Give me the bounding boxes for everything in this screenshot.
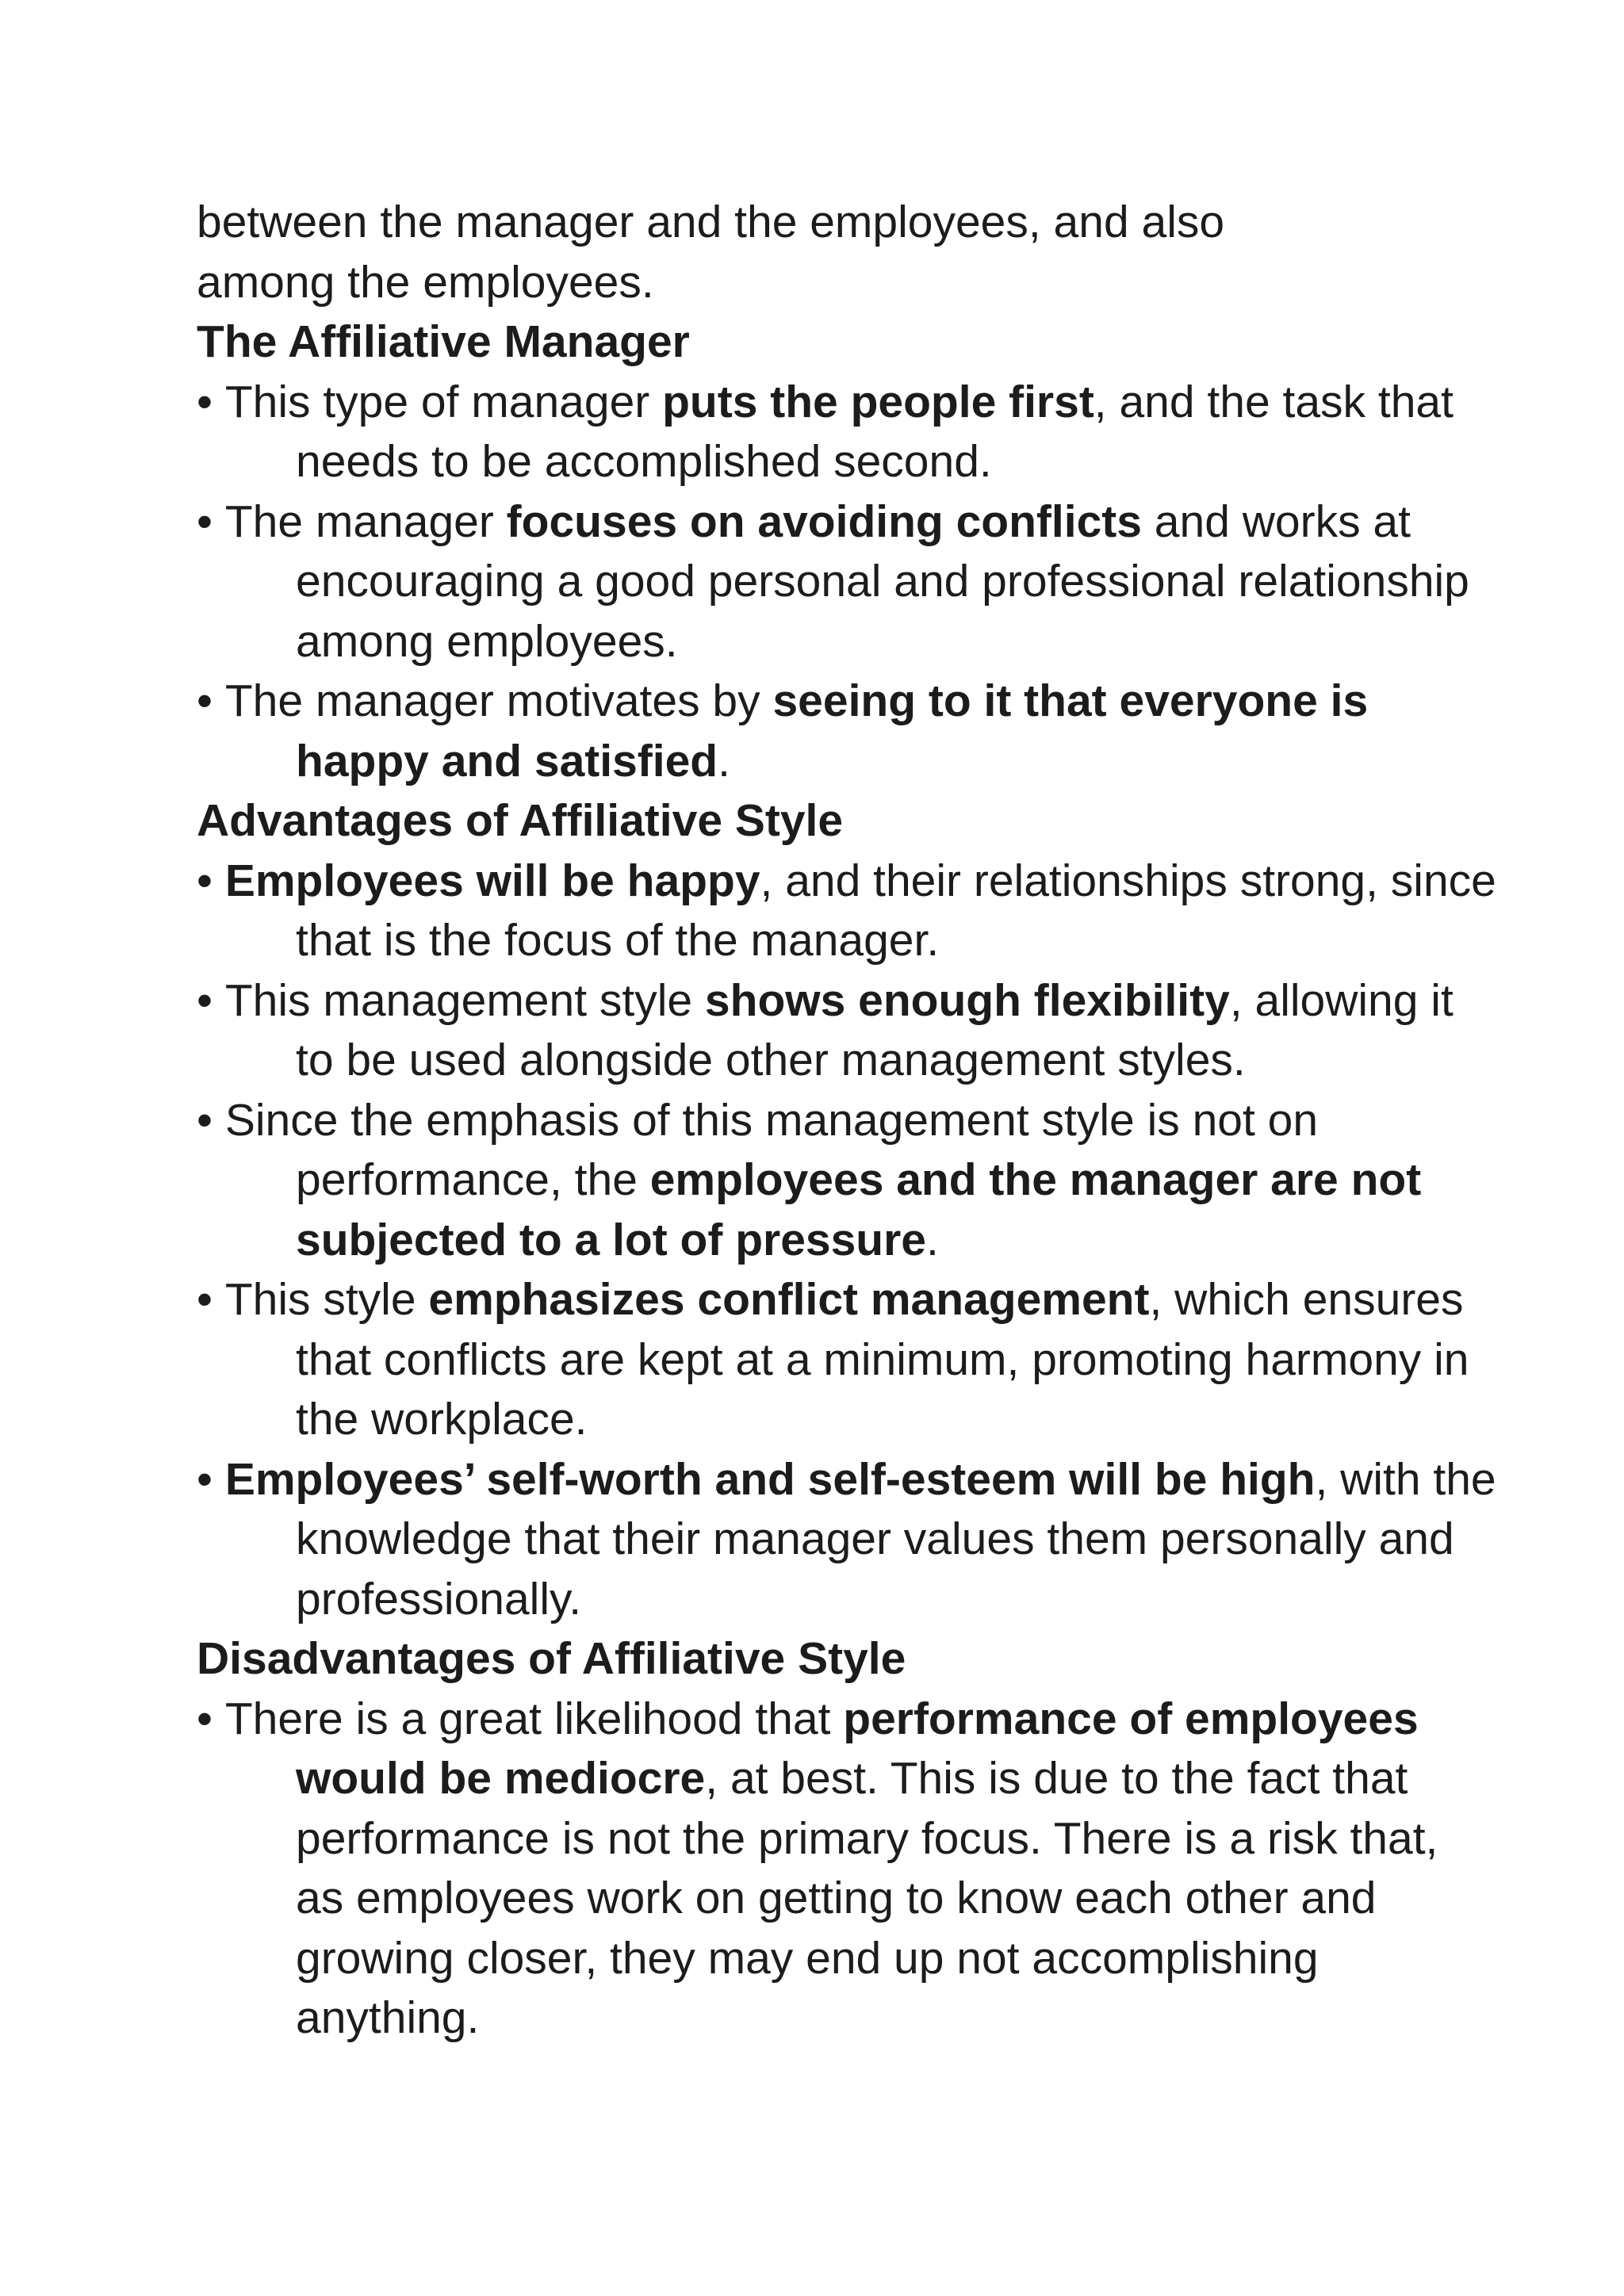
bullet-item: [197, 1270, 1497, 1450]
bullet-text: , at best. This is due to the fact that performance is not the primary focus. There is a risk that, as employees work on getting to know each other and growing closer, they may end up not accomplishing anything.: [296, 1753, 1438, 2043]
bullet-emphasis: focuses on avoiding conflicts: [506, 496, 1142, 547]
section-heading-disadvantages: Disadvantages of Affiliative Style: [197, 1633, 906, 1684]
bullet-mark: •: [197, 974, 213, 1026]
bullet-text: This management style: [224, 974, 705, 1026]
bullet-item: [197, 492, 1497, 672]
bullet-item: [197, 971, 1497, 1091]
bullet-text: The manager: [224, 496, 507, 547]
bullet-emphasis: emphasizes conflict management: [428, 1274, 1150, 1325]
bullet-mark: •: [197, 376, 213, 427]
bullet-mark: •: [197, 675, 213, 726]
bullet-text: The manager motivates by: [224, 675, 773, 726]
bullet-emphasis: performance of employees would be mediocre: [296, 1693, 1419, 1804]
bullet-emphasis: puts the people first: [662, 376, 1094, 427]
bullet-mark: •: [197, 855, 213, 906]
bullet-text: .: [926, 1214, 939, 1265]
intro-line-2: among the employees.: [197, 256, 654, 308]
bullet-text: , and their relationships strong, since that is the focus of the manager.: [296, 855, 1496, 966]
intro-line-1: between the manager and the employees, and also: [197, 197, 1225, 247]
bullet-text: , and the task that needs to be accomplished second.: [296, 376, 1454, 487]
bullet-text: , allowing it to be used alongside other management styles.: [296, 974, 1454, 1085]
bullet-text: There is a great likelihood that: [224, 1693, 844, 1744]
section-heading-affiliative-manager: The Affiliative Manager: [197, 316, 690, 367]
bullet-mark: •: [197, 1094, 213, 1146]
bullet-item: [197, 1450, 1497, 1630]
bullet-emphasis: employees and the manager are not subjected to a lot of pressure: [296, 1154, 1422, 1265]
bullet-text: Since the emphasis of this management style is not on performance, the: [224, 1094, 1319, 1205]
bullet-item: [197, 851, 1497, 971]
bullet-emphasis: Employees’ self-worth and self-esteem will be high: [224, 1453, 1316, 1505]
bullet-text: , with the knowledge that their manager values them personally and professionally.: [296, 1453, 1496, 1624]
bullet-text: , which ensures that conflicts are kept at a minimum, promoting harmony in the workplace.: [296, 1274, 1469, 1445]
bullet-item: [197, 1091, 1497, 1271]
document-page: [197, 193, 1497, 2049]
bullet-mark: •: [197, 1693, 213, 1744]
bullet-text: and works at encouraging a good personal and professional relationship among employees.: [296, 496, 1469, 667]
bullet-text: .: [718, 735, 730, 786]
bullet-text: This type of manager: [224, 376, 663, 427]
bullet-emphasis: Employees will be happy: [224, 855, 760, 906]
bullet-mark: •: [197, 496, 213, 547]
bullet-mark: •: [197, 1274, 213, 1325]
bullet-emphasis: seeing to it that everyone is happy and satisfied: [296, 675, 1369, 786]
bullet-item: [197, 1689, 1497, 2049]
bullet-item: [197, 672, 1497, 791]
bullet-item: [197, 373, 1497, 492]
section-heading-advantages: Advantages of Affiliative Style: [197, 795, 844, 846]
bullet-emphasis: shows enough flexibility: [704, 974, 1230, 1026]
bullet-mark: •: [197, 1453, 213, 1505]
bullet-text: This style: [224, 1274, 429, 1325]
